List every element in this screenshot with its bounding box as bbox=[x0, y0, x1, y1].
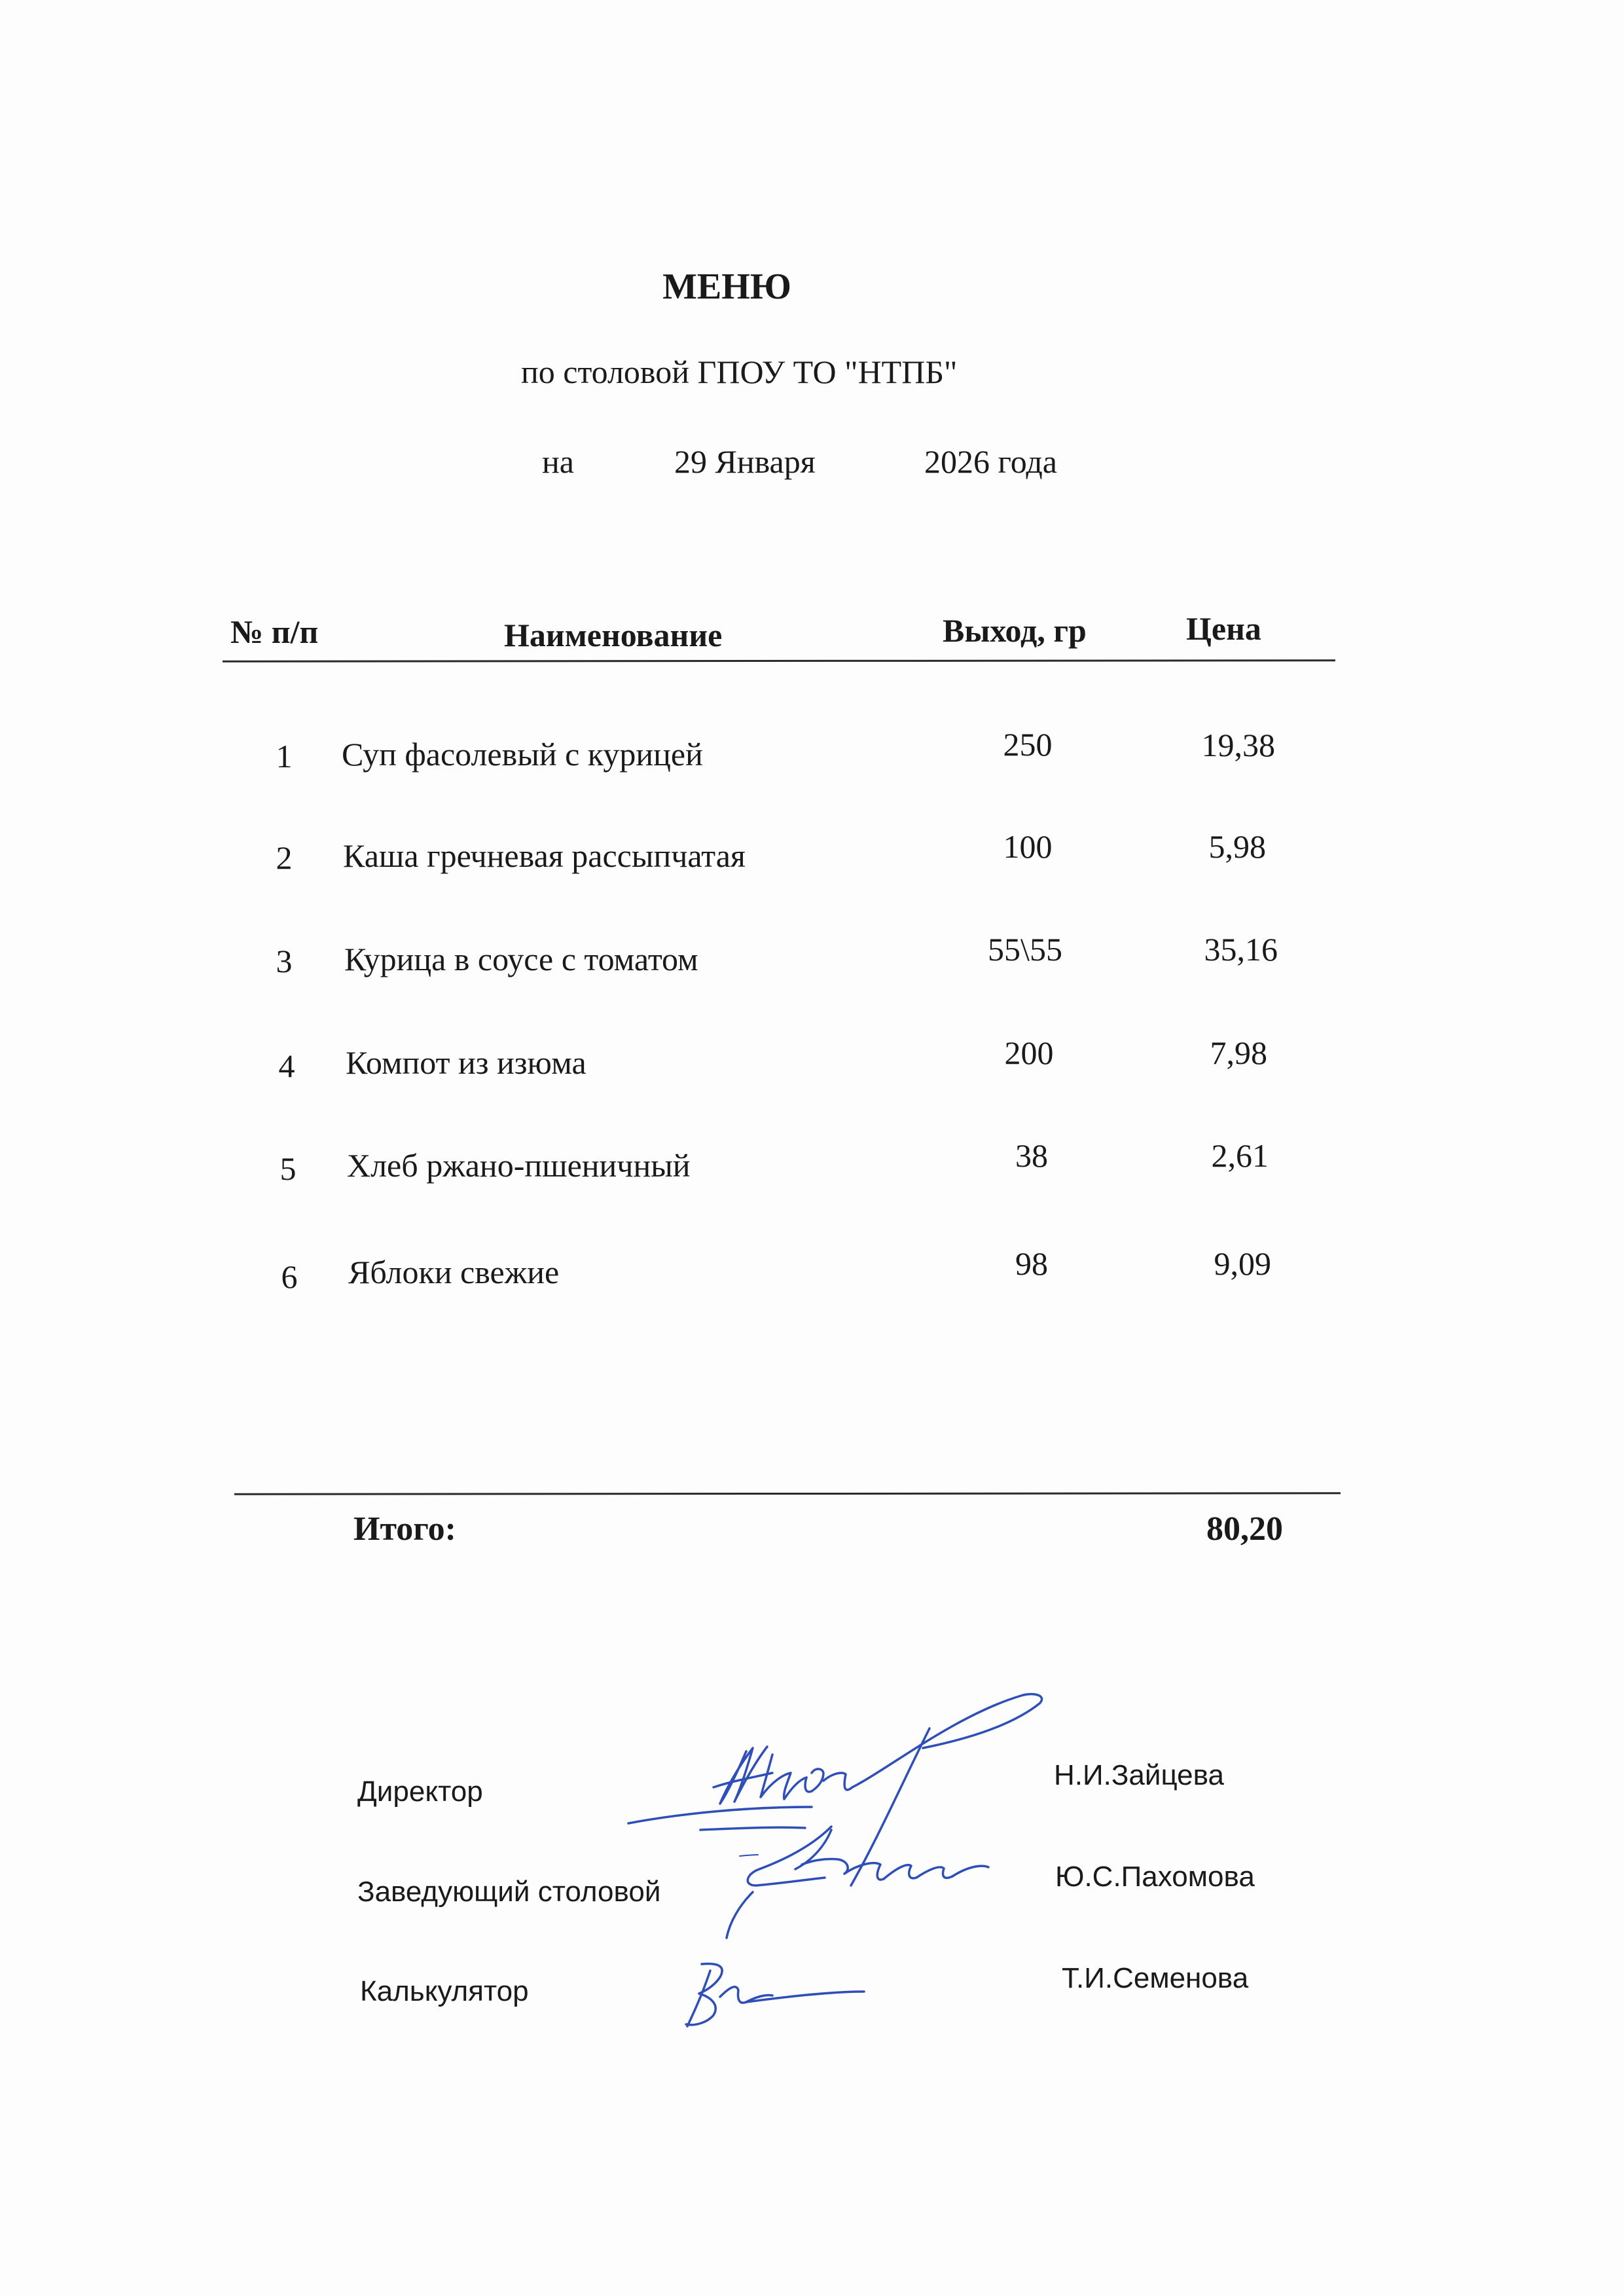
row-number: 2 bbox=[276, 839, 293, 876]
row-number: 5 bbox=[280, 1150, 297, 1187]
row-price: 9,09 bbox=[1214, 1245, 1271, 1282]
row-output: 98 bbox=[1015, 1245, 1048, 1282]
column-header-number: № п/п bbox=[230, 613, 319, 650]
handwritten-signatures bbox=[615, 1689, 1113, 2043]
row-number: 4 bbox=[278, 1048, 295, 1084]
head-signature bbox=[727, 1827, 988, 1938]
date-year: 2026 года bbox=[924, 443, 1057, 480]
row-name: Курица в соусе с томатом bbox=[344, 941, 698, 977]
row-name: Хлеб ржано-пшеничный bbox=[347, 1147, 691, 1184]
head-name: Ю.С.Пахомова bbox=[1055, 1861, 1255, 1893]
row-price: 5,98 bbox=[1208, 828, 1266, 865]
row-output: 200 bbox=[1004, 1034, 1054, 1071]
row-price: 19,38 bbox=[1201, 727, 1275, 763]
row-name: Каша гречневая рассыпчатая bbox=[343, 837, 746, 874]
date-day: 29 Января bbox=[674, 443, 816, 480]
total-value: 80,20 bbox=[1206, 1510, 1283, 1548]
row-price: 35,16 bbox=[1204, 931, 1278, 968]
total-divider bbox=[234, 1492, 1341, 1495]
column-header-output: Выход, гр bbox=[943, 612, 1087, 649]
row-output: 250 bbox=[1003, 726, 1053, 763]
row-output: 100 bbox=[1003, 828, 1053, 865]
row-output: 38 bbox=[1015, 1137, 1048, 1174]
calculator-signature bbox=[686, 1964, 864, 2026]
row-name: Суп фасолевый с курицей bbox=[342, 736, 703, 773]
director-role: Директор bbox=[357, 1776, 483, 1808]
column-header-price: Цена bbox=[1186, 610, 1261, 647]
head-role: Заведующий столовой bbox=[357, 1876, 661, 1908]
director-name: Н.И.Зайцева bbox=[1054, 1759, 1225, 1791]
row-number: 6 bbox=[281, 1258, 298, 1295]
row-number: 3 bbox=[276, 943, 293, 979]
calculator-role: Калькулятор bbox=[360, 1975, 529, 2007]
director-signature bbox=[628, 1694, 1042, 1886]
row-price: 7,98 bbox=[1210, 1034, 1267, 1071]
header-divider bbox=[223, 659, 1335, 662]
document-title: МЕНЮ bbox=[662, 266, 791, 307]
row-price: 2,61 bbox=[1211, 1137, 1269, 1174]
row-number: 1 bbox=[276, 738, 293, 774]
row-name: Яблоки свежие bbox=[348, 1254, 560, 1290]
total-label: Итого: bbox=[353, 1510, 456, 1548]
document-subtitle: по столовой ГПОУ ТО "НТПБ" bbox=[521, 354, 958, 390]
row-name: Компот из изюма bbox=[346, 1044, 586, 1081]
column-header-name: Наименование bbox=[504, 617, 723, 653]
row-output: 55\55 bbox=[988, 931, 1062, 968]
calculator-name: Т.И.Семенова bbox=[1062, 1962, 1249, 1994]
date-prefix: на bbox=[542, 443, 574, 480]
